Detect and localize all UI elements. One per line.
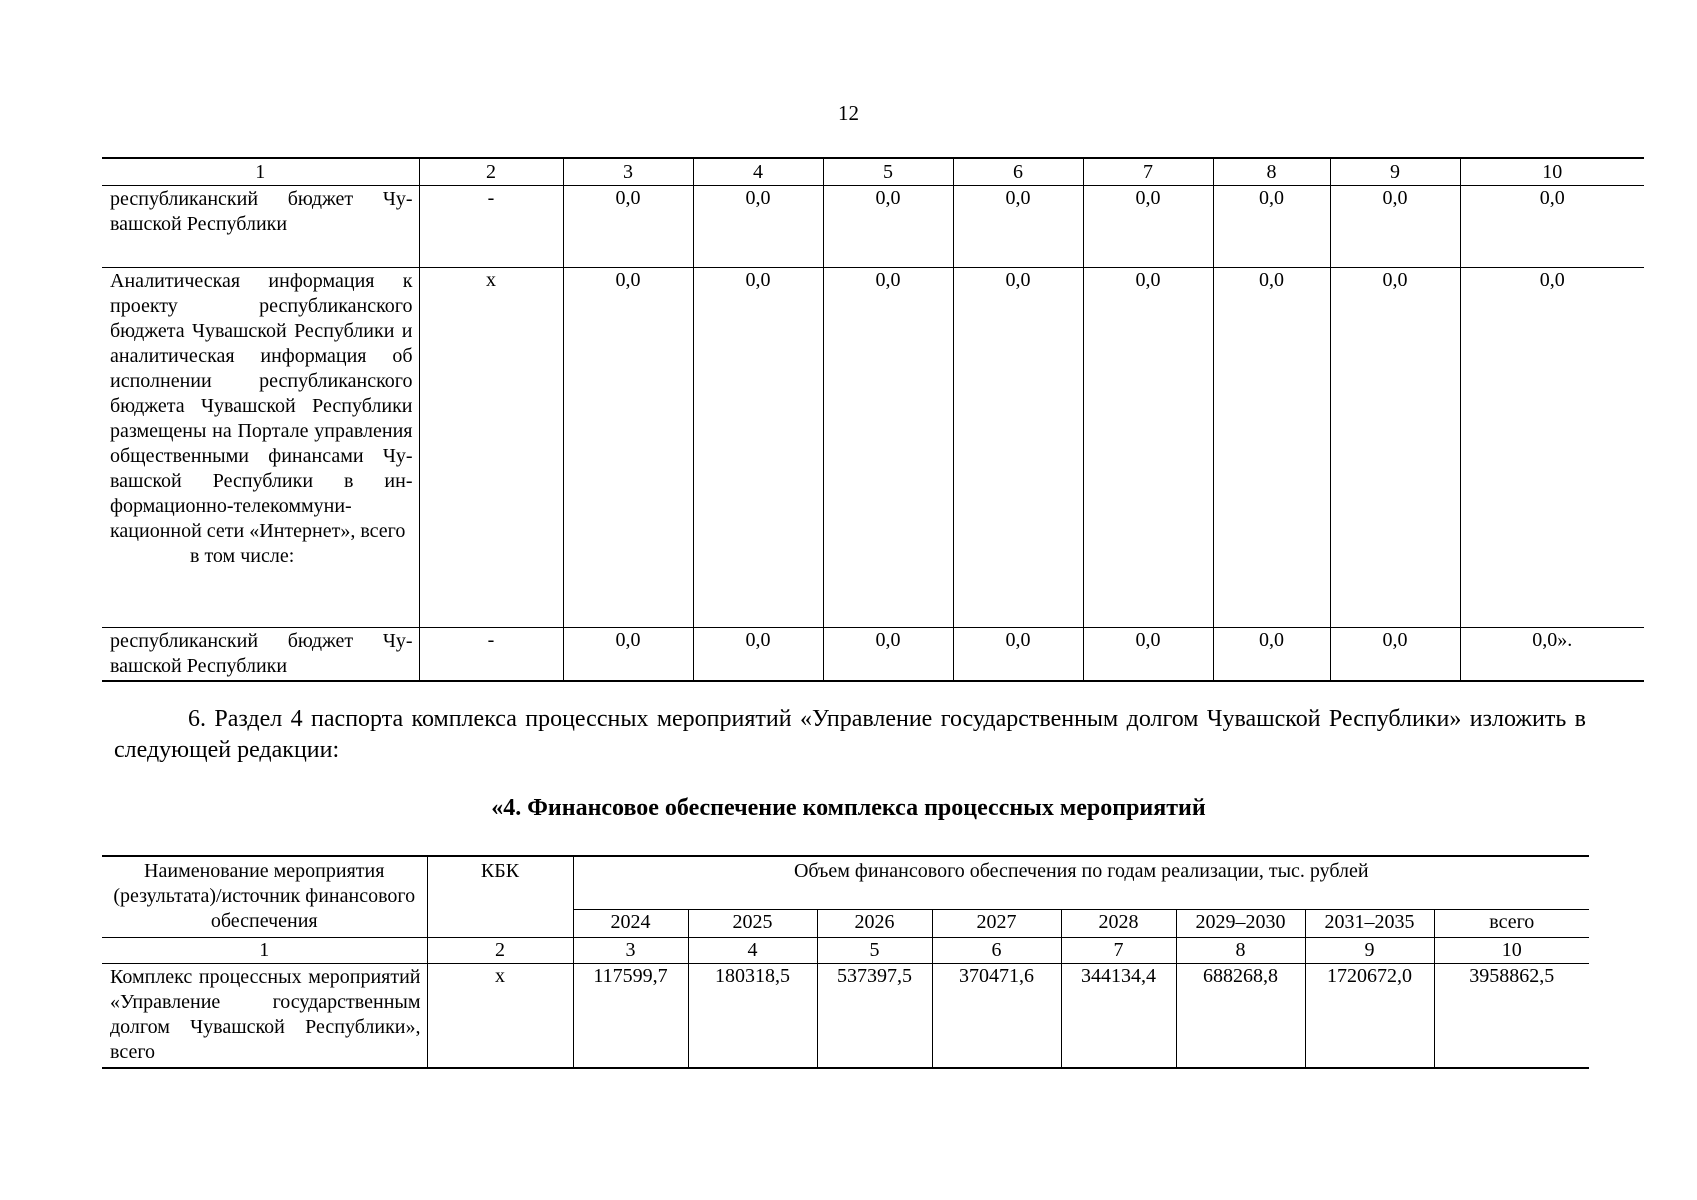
value-cell: 3958862,5 bbox=[1434, 964, 1589, 1069]
column-header-name: Наименование мероприятия (результата)/источник финансового обеспечения bbox=[102, 856, 427, 938]
table-row bbox=[102, 186, 1644, 268]
value-cell: 0,0 bbox=[693, 186, 823, 268]
column-number: 8 bbox=[1213, 158, 1330, 186]
value-cell: 0,0 bbox=[1083, 628, 1213, 682]
column-number: 3 bbox=[573, 938, 688, 964]
value-cell: 0,0 bbox=[563, 268, 693, 628]
year-header: 2025 bbox=[688, 910, 817, 938]
financial-support-table bbox=[102, 855, 1589, 1069]
value-cell: 0,0 bbox=[563, 628, 693, 682]
value-cell: 0,0 bbox=[953, 186, 1083, 268]
year-header: 2026 bbox=[817, 910, 932, 938]
page-number: 12 bbox=[838, 101, 859, 125]
value-cell: 0,0 bbox=[1213, 628, 1330, 682]
kbk-cell: х bbox=[419, 268, 563, 628]
value-cell: 0,0 bbox=[1213, 268, 1330, 628]
value-cell: 0,0 bbox=[1330, 186, 1460, 268]
value-cell: 0,0 bbox=[1460, 268, 1644, 628]
value-cell: 0,0 bbox=[1330, 268, 1460, 628]
column-number: 2 bbox=[419, 158, 563, 186]
value-cell: 0,0 bbox=[823, 268, 953, 628]
row-name: республиканский бюджет Чувашской Республики bbox=[102, 186, 419, 268]
value-cell: 344134,4 bbox=[1061, 964, 1176, 1069]
table-row bbox=[102, 628, 1644, 682]
value-cell: 0,0 bbox=[1213, 186, 1330, 268]
value-cell: 370471,6 bbox=[932, 964, 1061, 1069]
year-header: 2031–2035 bbox=[1305, 910, 1434, 938]
subnote: в том числе: bbox=[190, 545, 295, 567]
column-number: 5 bbox=[817, 938, 932, 964]
funding-table-continued bbox=[102, 157, 1644, 682]
column-number: 4 bbox=[688, 938, 817, 964]
column-number: 6 bbox=[932, 938, 1061, 964]
value-cell: 0,0». bbox=[1460, 628, 1644, 682]
column-number: 6 bbox=[953, 158, 1083, 186]
section-title: «4. Финансовое обеспечение комплекса процессных мероприятий bbox=[491, 795, 1206, 821]
value-cell: 0,0 bbox=[1083, 268, 1213, 628]
header-row bbox=[102, 856, 1589, 910]
kbk-cell: - bbox=[419, 186, 563, 268]
column-number: 7 bbox=[1061, 938, 1176, 964]
value-cell: 537397,5 bbox=[817, 964, 932, 1069]
value-cell: 1720672,0 bbox=[1305, 964, 1434, 1069]
row-name: республиканский бюджет Чувашской Республики bbox=[102, 628, 419, 682]
column-number: 1 bbox=[102, 938, 427, 964]
kbk-cell: х bbox=[427, 964, 573, 1069]
column-number: 3 bbox=[563, 158, 693, 186]
value-cell: 0,0 bbox=[1083, 186, 1213, 268]
row-name-text: Аналитическая информация к проекту республиканского бюджета Чувашской Республики и аналитическая информация об исполнении республиканского бюджета Чувашской Республики размещены на Портале управления общественными финансами Чувашской Республики в информационно-телекоммуникационной сети «Интернет», всего bbox=[110, 270, 413, 542]
column-number: 10 bbox=[1460, 158, 1644, 186]
column-numbering-row bbox=[102, 938, 1589, 964]
column-number: 9 bbox=[1330, 158, 1460, 186]
value-cell: 0,0 bbox=[563, 186, 693, 268]
value-cell: 180318,5 bbox=[688, 964, 817, 1069]
table-row bbox=[102, 268, 1644, 628]
value-cell: 0,0 bbox=[823, 628, 953, 682]
value-cell: 688268,8 bbox=[1176, 964, 1305, 1069]
value-cell: 0,0 bbox=[693, 628, 823, 682]
column-number: 5 bbox=[823, 158, 953, 186]
row-name: Комплекс процессных мероприятий «Управление государственным долгом Чувашской Республики», всего bbox=[102, 964, 427, 1069]
year-header: 2027 bbox=[932, 910, 1061, 938]
value-cell: 0,0 bbox=[1460, 186, 1644, 268]
value-cell: 0,0 bbox=[823, 186, 953, 268]
column-header-kbk: КБК bbox=[427, 856, 573, 938]
column-number: 7 bbox=[1083, 158, 1213, 186]
column-number: 8 bbox=[1176, 938, 1305, 964]
column-header-volume: Объем финансового обеспечения по годам реализации, тыс. рублей bbox=[573, 856, 1589, 910]
amendment-paragraph: 6. Раздел 4 паспорта комплекса процессных мероприятий «Управление государственным долгом Чувашской Республики» изложить в следующей редакции: bbox=[114, 706, 1586, 763]
year-header: 2028 bbox=[1061, 910, 1176, 938]
value-cell: 0,0 bbox=[953, 628, 1083, 682]
kbk-cell: - bbox=[419, 628, 563, 682]
column-number: 2 bbox=[427, 938, 573, 964]
column-number: 10 bbox=[1434, 938, 1589, 964]
value-cell: 117599,7 bbox=[573, 964, 688, 1069]
value-cell: 0,0 bbox=[693, 268, 823, 628]
column-number: 1 bbox=[102, 158, 419, 186]
column-number: 9 bbox=[1305, 938, 1434, 964]
column-numbering-row bbox=[102, 158, 1644, 186]
row-name bbox=[102, 268, 419, 628]
column-number: 4 bbox=[693, 158, 823, 186]
year-header: 2029–2030 bbox=[1176, 910, 1305, 938]
value-cell: 0,0 bbox=[1330, 628, 1460, 682]
year-header: 2024 bbox=[573, 910, 688, 938]
table-row bbox=[102, 964, 1589, 1069]
year-header: всего bbox=[1434, 910, 1589, 938]
value-cell: 0,0 bbox=[953, 268, 1083, 628]
